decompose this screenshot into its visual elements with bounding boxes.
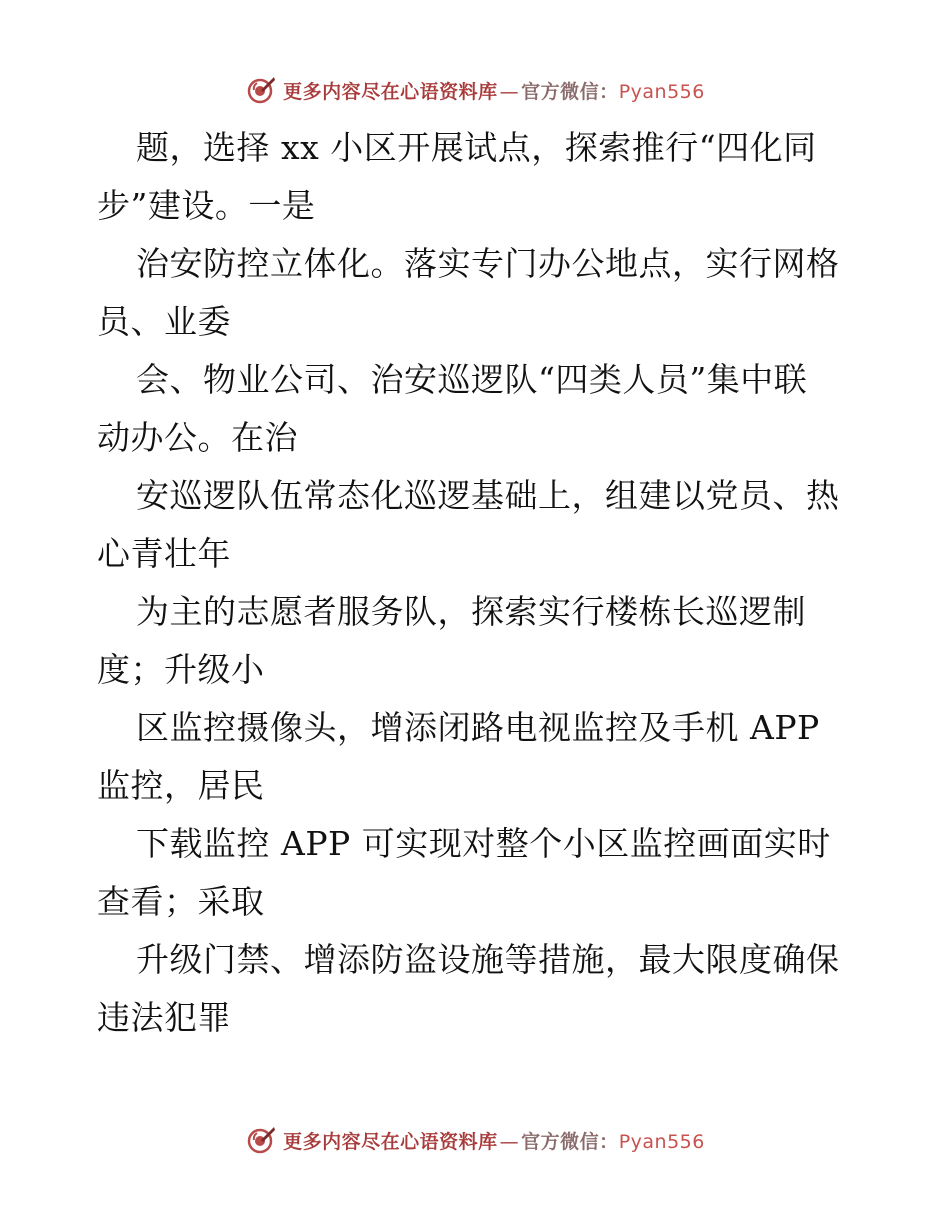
body-line: 查看；采取 [97,882,265,921]
footer-separator: — [499,1130,520,1153]
header-wechat-label: 官方微信： [521,80,619,103]
body-line: 为主的志愿者服务队，探索实行楼栋长巡逻制 [136,592,806,631]
header-banner-text [283,77,705,104]
body-line: 动办公。在治 [97,418,298,457]
body-line: 升级门禁、增添防盗设施等措施，最大限度确保 [136,940,840,979]
body-line: 治安防控立体化。落实专门办公地点，实行网格 [136,244,840,283]
body-line: 会、物业公司、治安巡逻队“四类人员”集中联 [136,360,808,399]
header-separator: — [499,80,520,103]
body-line: 违法犯罪 [97,998,231,1037]
body-line: 监控，居民 [97,766,265,805]
body-line: 安巡逻队伍常态化巡逻基础上，组建以党员、热 [136,476,840,515]
footer-wechat-label: 官方微信： [521,1130,619,1153]
header-brand-text: 更多内容尽在心语资料库 [283,80,498,103]
header-wechat-id: Pyan556 [618,80,705,103]
body-line: 步”建设。一是 [97,186,316,225]
body-line: 度；升级小 [97,650,265,689]
body-line: 员、业委 [97,302,231,341]
footer-banner-text [283,1127,705,1154]
quill-seal-icon [245,74,277,106]
header-banner [0,70,950,110]
footer-wechat-id: Pyan556 [618,1130,705,1153]
body-line: 下载监控 APP 可实现对整个小区监控画面实时 [136,824,831,863]
footer-brand-text: 更多内容尽在心语资料库 [283,1130,498,1153]
body-line: 题，选择 xx 小区开展试点，探索推行“四化同 [136,128,817,167]
quill-seal-icon [245,1124,277,1156]
footer-banner [0,1120,950,1160]
body-line: 心青壮年 [97,534,231,573]
body-line: 区监控摄像头，增添闭路电视监控及手机 APP [136,708,820,747]
